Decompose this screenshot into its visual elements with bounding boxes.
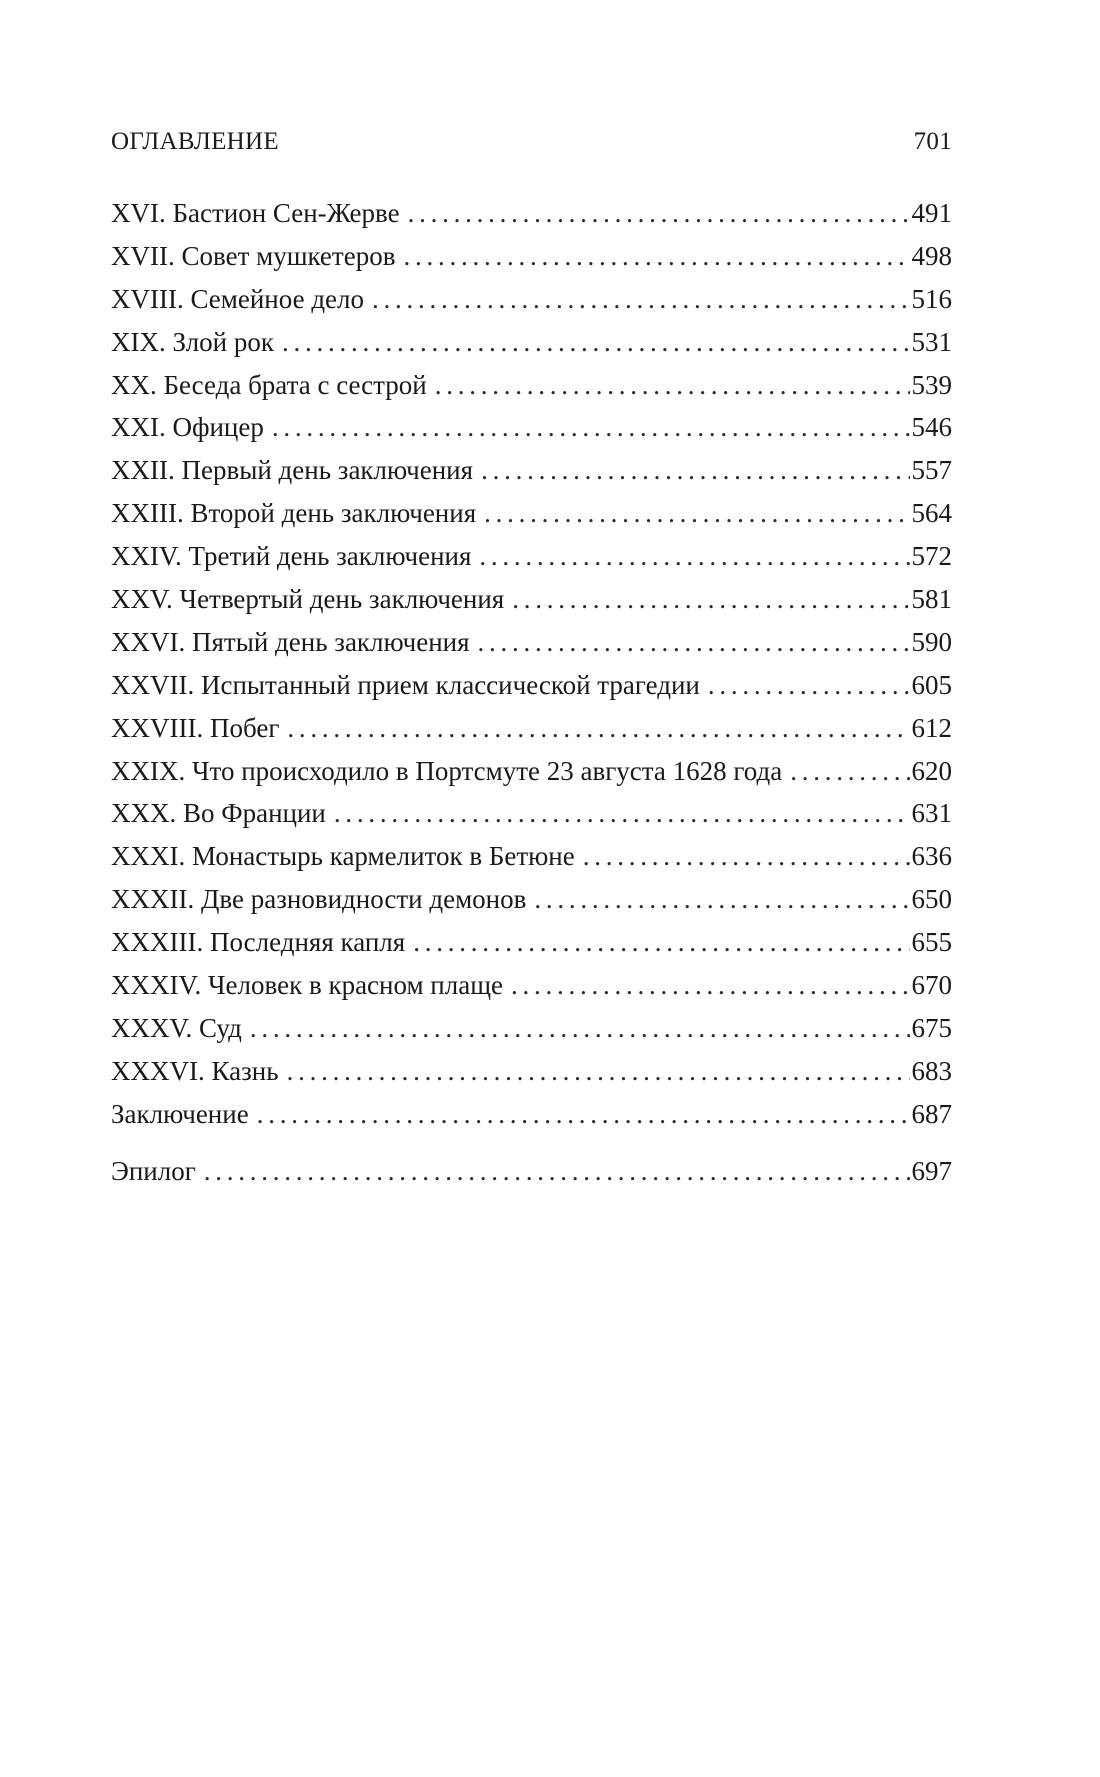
toc-entry-page: 631 [911, 798, 952, 829]
toc-entry [111, 370, 952, 413]
toc-entry [111, 412, 952, 455]
toc-entry-page: 620 [911, 755, 952, 786]
toc-entry-page: 683 [911, 1055, 952, 1086]
toc-entry [111, 1013, 952, 1056]
toc-entry-page: 612 [911, 712, 952, 743]
toc-entry-title: XIX. Злой рок [111, 326, 274, 357]
toc-entry-page: 590 [911, 626, 952, 657]
toc-entry-title: XXII. Первый день заключения [111, 455, 474, 486]
toc-entry-page: 670 [911, 970, 952, 1001]
toc-entry [111, 498, 952, 541]
toc-entry [111, 541, 952, 584]
toc-entry-page: 557 [911, 455, 952, 486]
toc-entry-title: XXI. Офицер [111, 412, 264, 443]
toc-entry [111, 670, 952, 713]
dot-leader [484, 498, 909, 529]
toc-entry-title: XXX. Во Франции [111, 798, 326, 829]
toc-entry [111, 927, 952, 970]
toc-entry [111, 241, 952, 284]
toc-entry-title: XXVII. Испытанный прием классической трагедии [111, 669, 700, 700]
dot-leader [204, 1156, 910, 1187]
dot-leader [272, 412, 910, 443]
toc-entry [111, 756, 952, 799]
toc-entry-title: XVI. Бастион Сен-Жерве [111, 198, 400, 228]
toc-entry-title: XVII. Совет мушкетеров [111, 240, 396, 271]
toc-entry-title: Эпилог [111, 1155, 196, 1186]
toc-entry [111, 884, 952, 927]
dot-leader [435, 370, 910, 401]
toc-entry [111, 1099, 952, 1142]
toc-entry [111, 713, 952, 756]
toc-entry [111, 455, 952, 498]
toc-entry-title: XXIV. Третий день заключения [111, 541, 472, 572]
dot-leader [534, 884, 909, 915]
toc-entry [111, 798, 952, 841]
dot-leader [287, 1056, 910, 1087]
toc-entry-title: XXIII. Второй день заключения [111, 498, 477, 529]
toc-entry-page: 564 [911, 498, 952, 529]
toc-entry-page: 650 [911, 884, 952, 915]
dot-leader [403, 241, 909, 272]
dot-leader [257, 1099, 910, 1130]
toc-entry [111, 1156, 952, 1199]
toc-entry-title: XXXII. Две разновидности демонов [111, 884, 527, 915]
toc-entry-page: 516 [911, 283, 952, 314]
toc-entry-title: XXXVI. Казнь [111, 1055, 279, 1086]
toc-entry-page: 655 [911, 927, 952, 958]
toc-entry-page: 498 [911, 240, 952, 271]
running-head [111, 128, 952, 164]
dot-leader [512, 584, 909, 615]
dot-leader [250, 1013, 910, 1044]
dot-leader [511, 970, 910, 1001]
toc-entry-page: 546 [911, 412, 952, 443]
dot-leader [708, 670, 910, 701]
dot-leader [790, 756, 909, 787]
toc-entry-page: 531 [911, 326, 952, 357]
toc-entry-page: 687 [911, 1098, 952, 1129]
toc-entry-title: XXV. Четвертый день заключения [111, 584, 505, 615]
page-number: 701 [913, 128, 952, 155]
dot-leader [408, 198, 910, 229]
table-of-contents [111, 198, 952, 1198]
dot-leader [282, 327, 910, 358]
toc-entry [111, 584, 952, 627]
toc-entry-title: XXXIII. Последняя капля [111, 927, 406, 958]
toc-entry-page: 581 [911, 584, 952, 615]
toc-entry [111, 198, 952, 241]
dot-leader [478, 627, 910, 658]
toc-entry-title: XXVIII. Побег [111, 712, 280, 743]
dot-leader [481, 455, 909, 486]
running-head-title: ОГЛАВЛЕНИЕ [111, 128, 279, 155]
toc-entry [111, 327, 952, 370]
toc-entry-title: XXXV. Суд [111, 1012, 242, 1043]
toc-entry-title: XX. Беседа брата с сестрой [111, 369, 427, 400]
dot-leader [334, 798, 910, 829]
dot-leader [413, 927, 909, 958]
toc-entry [111, 1056, 952, 1099]
toc-entry [111, 284, 952, 327]
dot-leader [479, 541, 909, 572]
toc-entry [111, 627, 952, 670]
toc-entry-title: XVIII. Семейное дело [111, 283, 365, 314]
toc-entry-page: 697 [911, 1155, 952, 1186]
toc-entry-title: Заключение [111, 1098, 249, 1129]
toc-entry-title: XXIX. Что происходило в Портсмуте 23 августа 1628 года [111, 755, 783, 786]
toc-entry-page: 539 [911, 369, 952, 400]
toc-entry-title: XXVI. Пятый день заключения [111, 626, 470, 657]
dot-leader [372, 284, 909, 315]
toc-entry-page: 572 [911, 541, 952, 572]
toc-entry-page: 636 [911, 841, 952, 872]
toc-entry-page: 605 [911, 669, 952, 700]
toc-entry [111, 841, 952, 884]
toc-entry-page: 675 [911, 1012, 952, 1043]
dot-leader [583, 841, 910, 872]
toc-entry-title: XXXIV. Человек в красном плаще [111, 970, 503, 1001]
dot-leader [287, 713, 909, 744]
toc-entry [111, 970, 952, 1013]
toc-entry-page: 491 [911, 198, 952, 228]
toc-entry-title: XXXI. Монастырь кармелиток в Бетюне [111, 841, 575, 872]
